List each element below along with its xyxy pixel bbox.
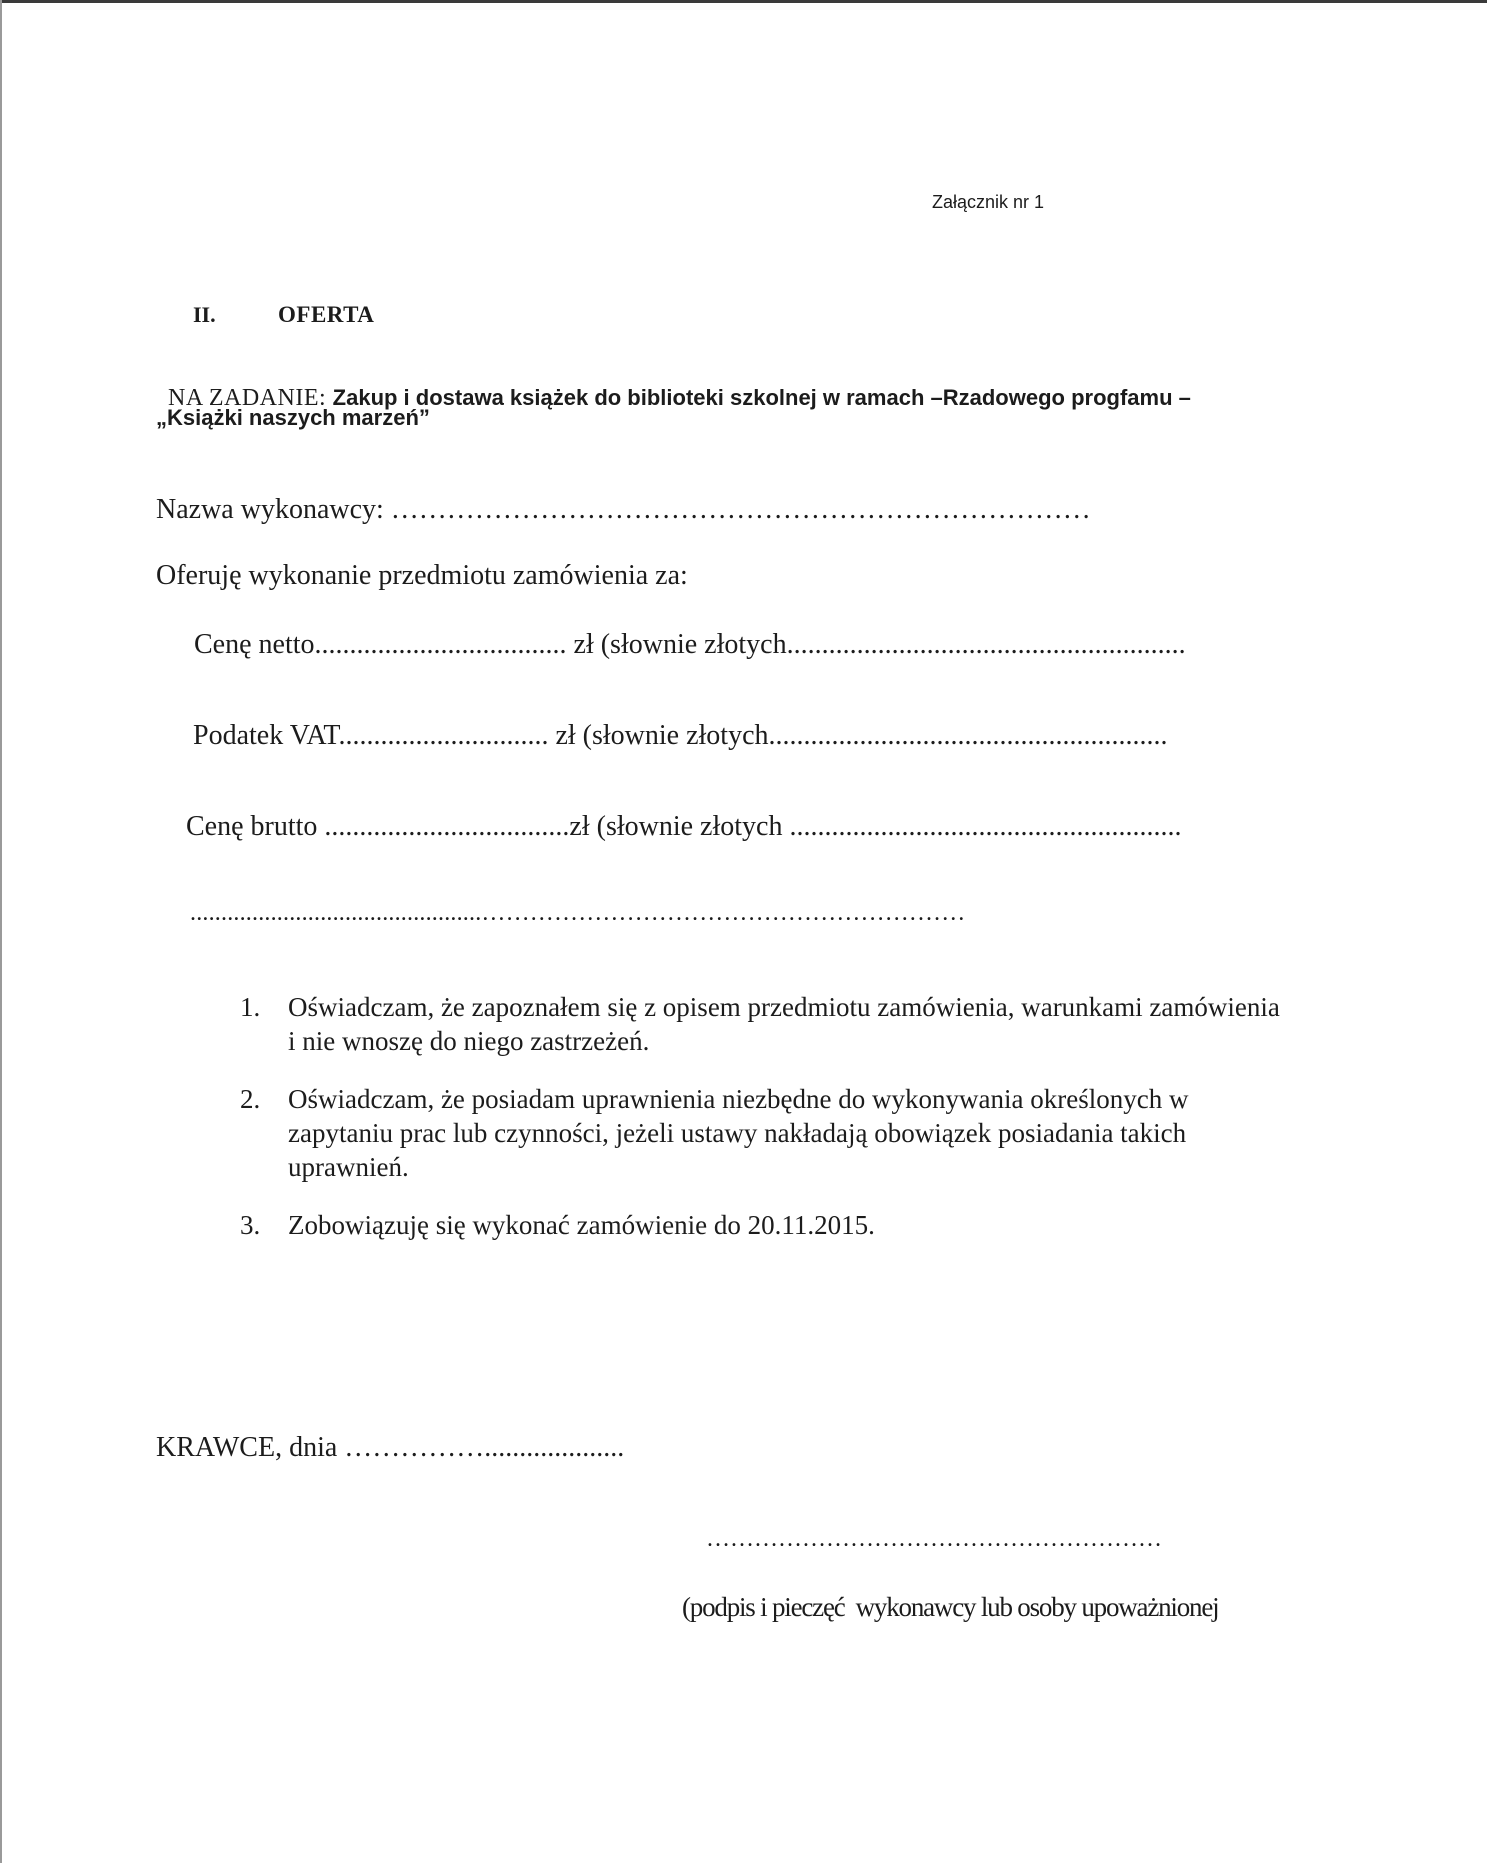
task-prefix: NA ZADANIE: xyxy=(168,385,333,411)
declaration-text: Oświadczam, że zapoznałem się z opisem przedmiotu zamówienia, warunkami zamówienia i nie wnoszę do niego zastrzeżeń. xyxy=(288,992,1280,1056)
signature-line: ………………………………………………… xyxy=(706,1526,1162,1552)
offer-intro: Oferuję wykonanie przedmiotu zamówienia za: xyxy=(156,560,688,591)
declaration-item xyxy=(240,990,1280,1058)
section-title: OFERTA xyxy=(278,302,375,327)
declaration-number: 1. xyxy=(240,992,261,1022)
page-top-edge xyxy=(0,0,1487,3)
continuation-dotted-line: ...............................................…………………………………………………… xyxy=(190,900,966,926)
page-left-edge xyxy=(0,0,2,1863)
declaration-item xyxy=(240,1082,1280,1184)
signature-caption: (podpis i pieczęć wykonawcy lub osoby upoważnionej xyxy=(682,1592,1219,1622)
task-title-part-2: „Książki naszych marzeń” xyxy=(156,405,430,430)
contractor-name-field: Nazwa wykonawcy: ………………………………………………………………… xyxy=(156,494,1091,525)
declarations-list xyxy=(240,990,1280,1266)
task-line-1 xyxy=(156,358,1191,412)
place-date-field: KRAWCE, dnia …………….................... xyxy=(156,1432,625,1463)
gross-price-field: Cenę brutto ...................................zł (słownie złotych ........................................................ xyxy=(186,811,1182,842)
declaration-text: Oświadczam, że posiadam uprawnienia niezbędne do wykonywania określonych w zapytaniu prac lub czynności, jeżeli ustawy nakładają obowiązek posiadania takich uprawnień. xyxy=(288,1084,1189,1182)
attachment-label: Załącznik nr 1 xyxy=(932,192,1045,212)
declaration-number: 3. xyxy=(240,1210,261,1240)
task-title-part-1: Zakup i dostawa książek do biblioteki szkolnej w ramach –Rzadowego progfamu – xyxy=(332,385,1191,410)
section-number: II. xyxy=(193,302,216,327)
vat-field: Podatek VAT.............................. zł (słownie złotych......................................................... xyxy=(193,720,1168,751)
declaration-text: Zobowiązuję się wykonać zamówienie do 20.11.2015. xyxy=(288,1210,875,1240)
declaration-number: 2. xyxy=(240,1084,261,1114)
net-price-field: Cenę netto.................................... zł (słownie złotych......................................................... xyxy=(194,629,1186,660)
declaration-item xyxy=(240,1208,1280,1242)
